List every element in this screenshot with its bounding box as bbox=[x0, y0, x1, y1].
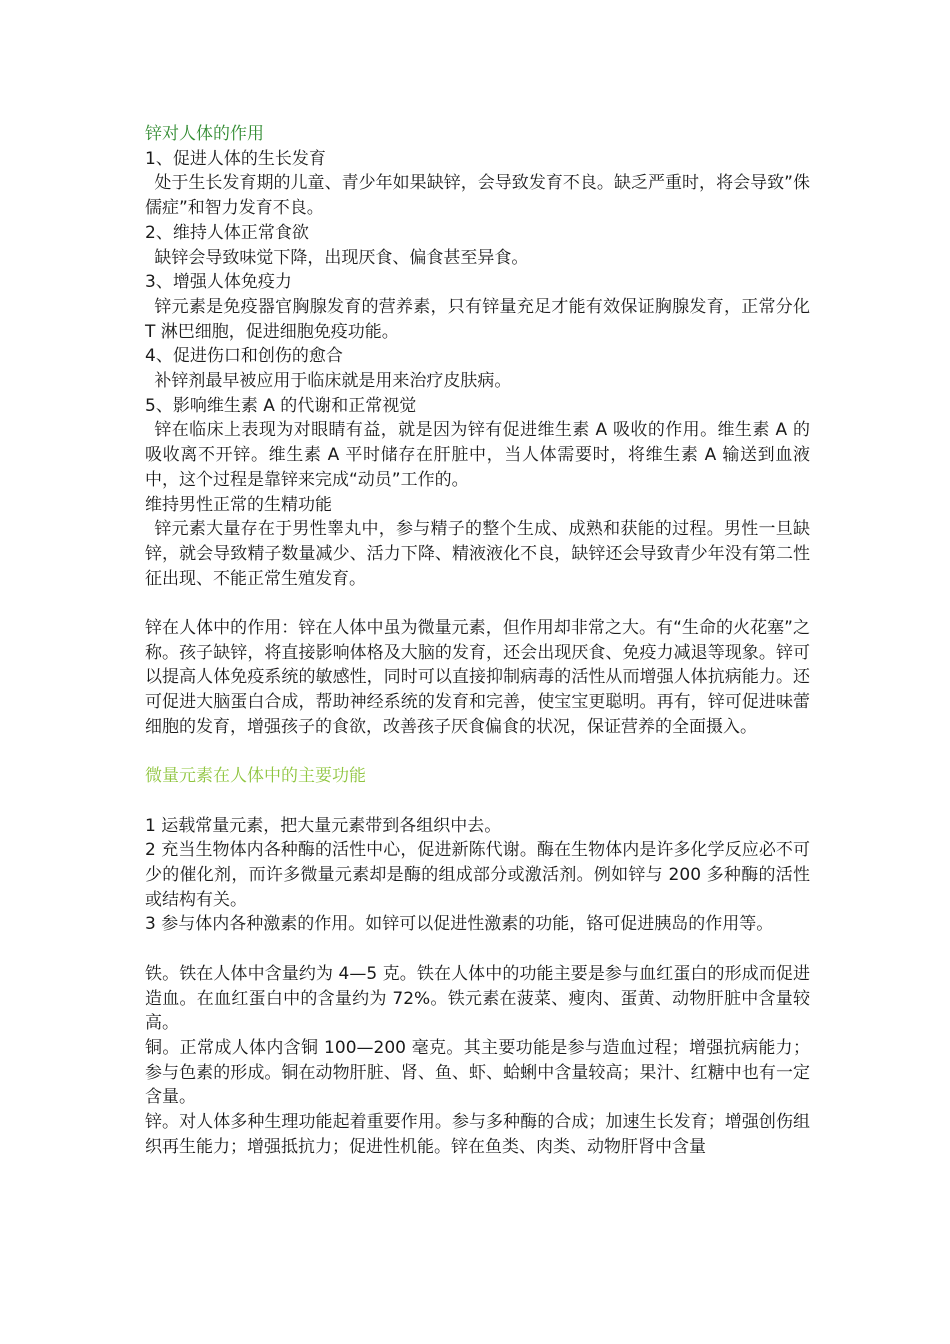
spacer bbox=[145, 789, 810, 814]
paragraph-zinc: 锌。对人体多种生理功能起着重要作用。参与多种酶的合成；加速生长发育；增强创伤组织再生能力；增强抵抗力；促进性机能。锌在鱼类、肉类、动物肝肾中含量 bbox=[145, 1112, 810, 1157]
spacer bbox=[145, 740, 810, 765]
section-title-trace-elements: 微量元素在人体中的主要功能 bbox=[145, 766, 366, 787]
paragraph-appetite: 缺锌会导致味觉下降，出现厌食、偏食甚至异食。 bbox=[154, 247, 529, 268]
paragraph-iron: 铁。铁在人体中含量约为 4—5 克。铁在人体中的功能主要是参与血红蛋白的形成而促进造血。在血红蛋白中的含量约为 72%。铁元素在菠菜、瘦肉、蛋黄、动物肝脏中含量较高。 bbox=[145, 963, 810, 1034]
heading-vision: 5、影响维生素 A 的代谢和正常视觉 bbox=[145, 395, 417, 416]
document-page bbox=[145, 122, 810, 1159]
paragraph-zinc-role: 锌在人体中的作用：锌在人体中虽为微量元素，但作用却非常之大。有“生命的火花塞”之称。孩子缺锌，将直接影响体格及大脑的发育，还会出现厌食、免疫力减退等现象。锌可以提高人体免疫系统的敏感性，同时可以直接抑制病毒的活性从而增强人体抗病能力。还可促进大脑蛋白合成，帮助神经系统的发育和完善，使宝宝更聪明。再有，锌可促进味蕾细胞的发育，增强孩子的食欲，改善孩子厌食偏食的状况，保证营养的全面摄入。 bbox=[145, 618, 810, 737]
list-item-transport: 1 运载常量元素，把大量元素带到各组织中去。 bbox=[145, 815, 502, 836]
list-item-enzymes: 2 充当生物体内各种酶的活性中心，促进新陈代谢。酶在生物体内是许多化学反应必不可少的催化剂，而许多微量元素却是酶的组成部分或激活剂。例如锌与 200 多种酶的活性或结构有关。 bbox=[145, 840, 810, 910]
section-title-zinc-effects: 锌对人体的作用 bbox=[145, 124, 264, 144]
heading-reproduction: 维持男性正常的生精功能 bbox=[145, 494, 332, 515]
paragraph-immunity: 锌元素是免疫器官胸腺发育的营养素，只有锌量充足才能有效保证胸腺发育，正常分化 T 淋巴细胞，促进细胞免疫功能。 bbox=[145, 296, 810, 342]
spacer bbox=[145, 937, 810, 962]
paragraph-growth: 处于生长发育期的儿童、青少年如果缺锌，会导致发育不良。缺乏严重时，将会导致”侏儒症”和智力发育不良。 bbox=[145, 173, 810, 219]
paragraph-healing: 补锌剂最早被应用于临床就是用来治疗皮肤病。 bbox=[154, 371, 512, 392]
heading-immunity: 3、增强人体免疫力 bbox=[145, 272, 292, 293]
paragraph-vision: 锌在临床上表现为对眼睛有益，就是因为锌有促进维生素 A 吸收的作用。维生素 A 的吸收离不开锌。维生素 A 平时储存在肝脏中，当人体需要时，将维生素 A 输送到血液中，这个过程是靠锌来完成“动员”工作的。 bbox=[145, 420, 810, 490]
spacer bbox=[145, 591, 810, 616]
list-item-hormones: 3 参与体内各种激素的作用。如锌可以促进性激素的功能，铬可促进胰岛的作用等。 bbox=[145, 914, 774, 935]
heading-appetite: 2、维持人体正常食欲 bbox=[145, 222, 309, 243]
heading-growth: 1、促进人体的生长发育 bbox=[145, 148, 326, 169]
paragraph-reproduction: 锌元素大量存在于男性睾丸中，参与精子的整个生成、成熟和获能的过程。男性一旦缺锌，就会导致精子数量减少、活力下降、精液液化不良，缺锌还会导致青少年没有第二性征出现、不能正常生殖发育。 bbox=[145, 519, 810, 589]
heading-healing: 4、促进伤口和创伤的愈合 bbox=[145, 346, 343, 367]
paragraph-copper: 铜。正常成人体内含铜 100—200 毫克。其主要功能是参与造血过程；增强抗病能力；参与色素的形成。铜在动物肝脏、肾、鱼、虾、蛤蜊中含量较高；果汁、红糖中也有一定含量。 bbox=[145, 1037, 810, 1108]
